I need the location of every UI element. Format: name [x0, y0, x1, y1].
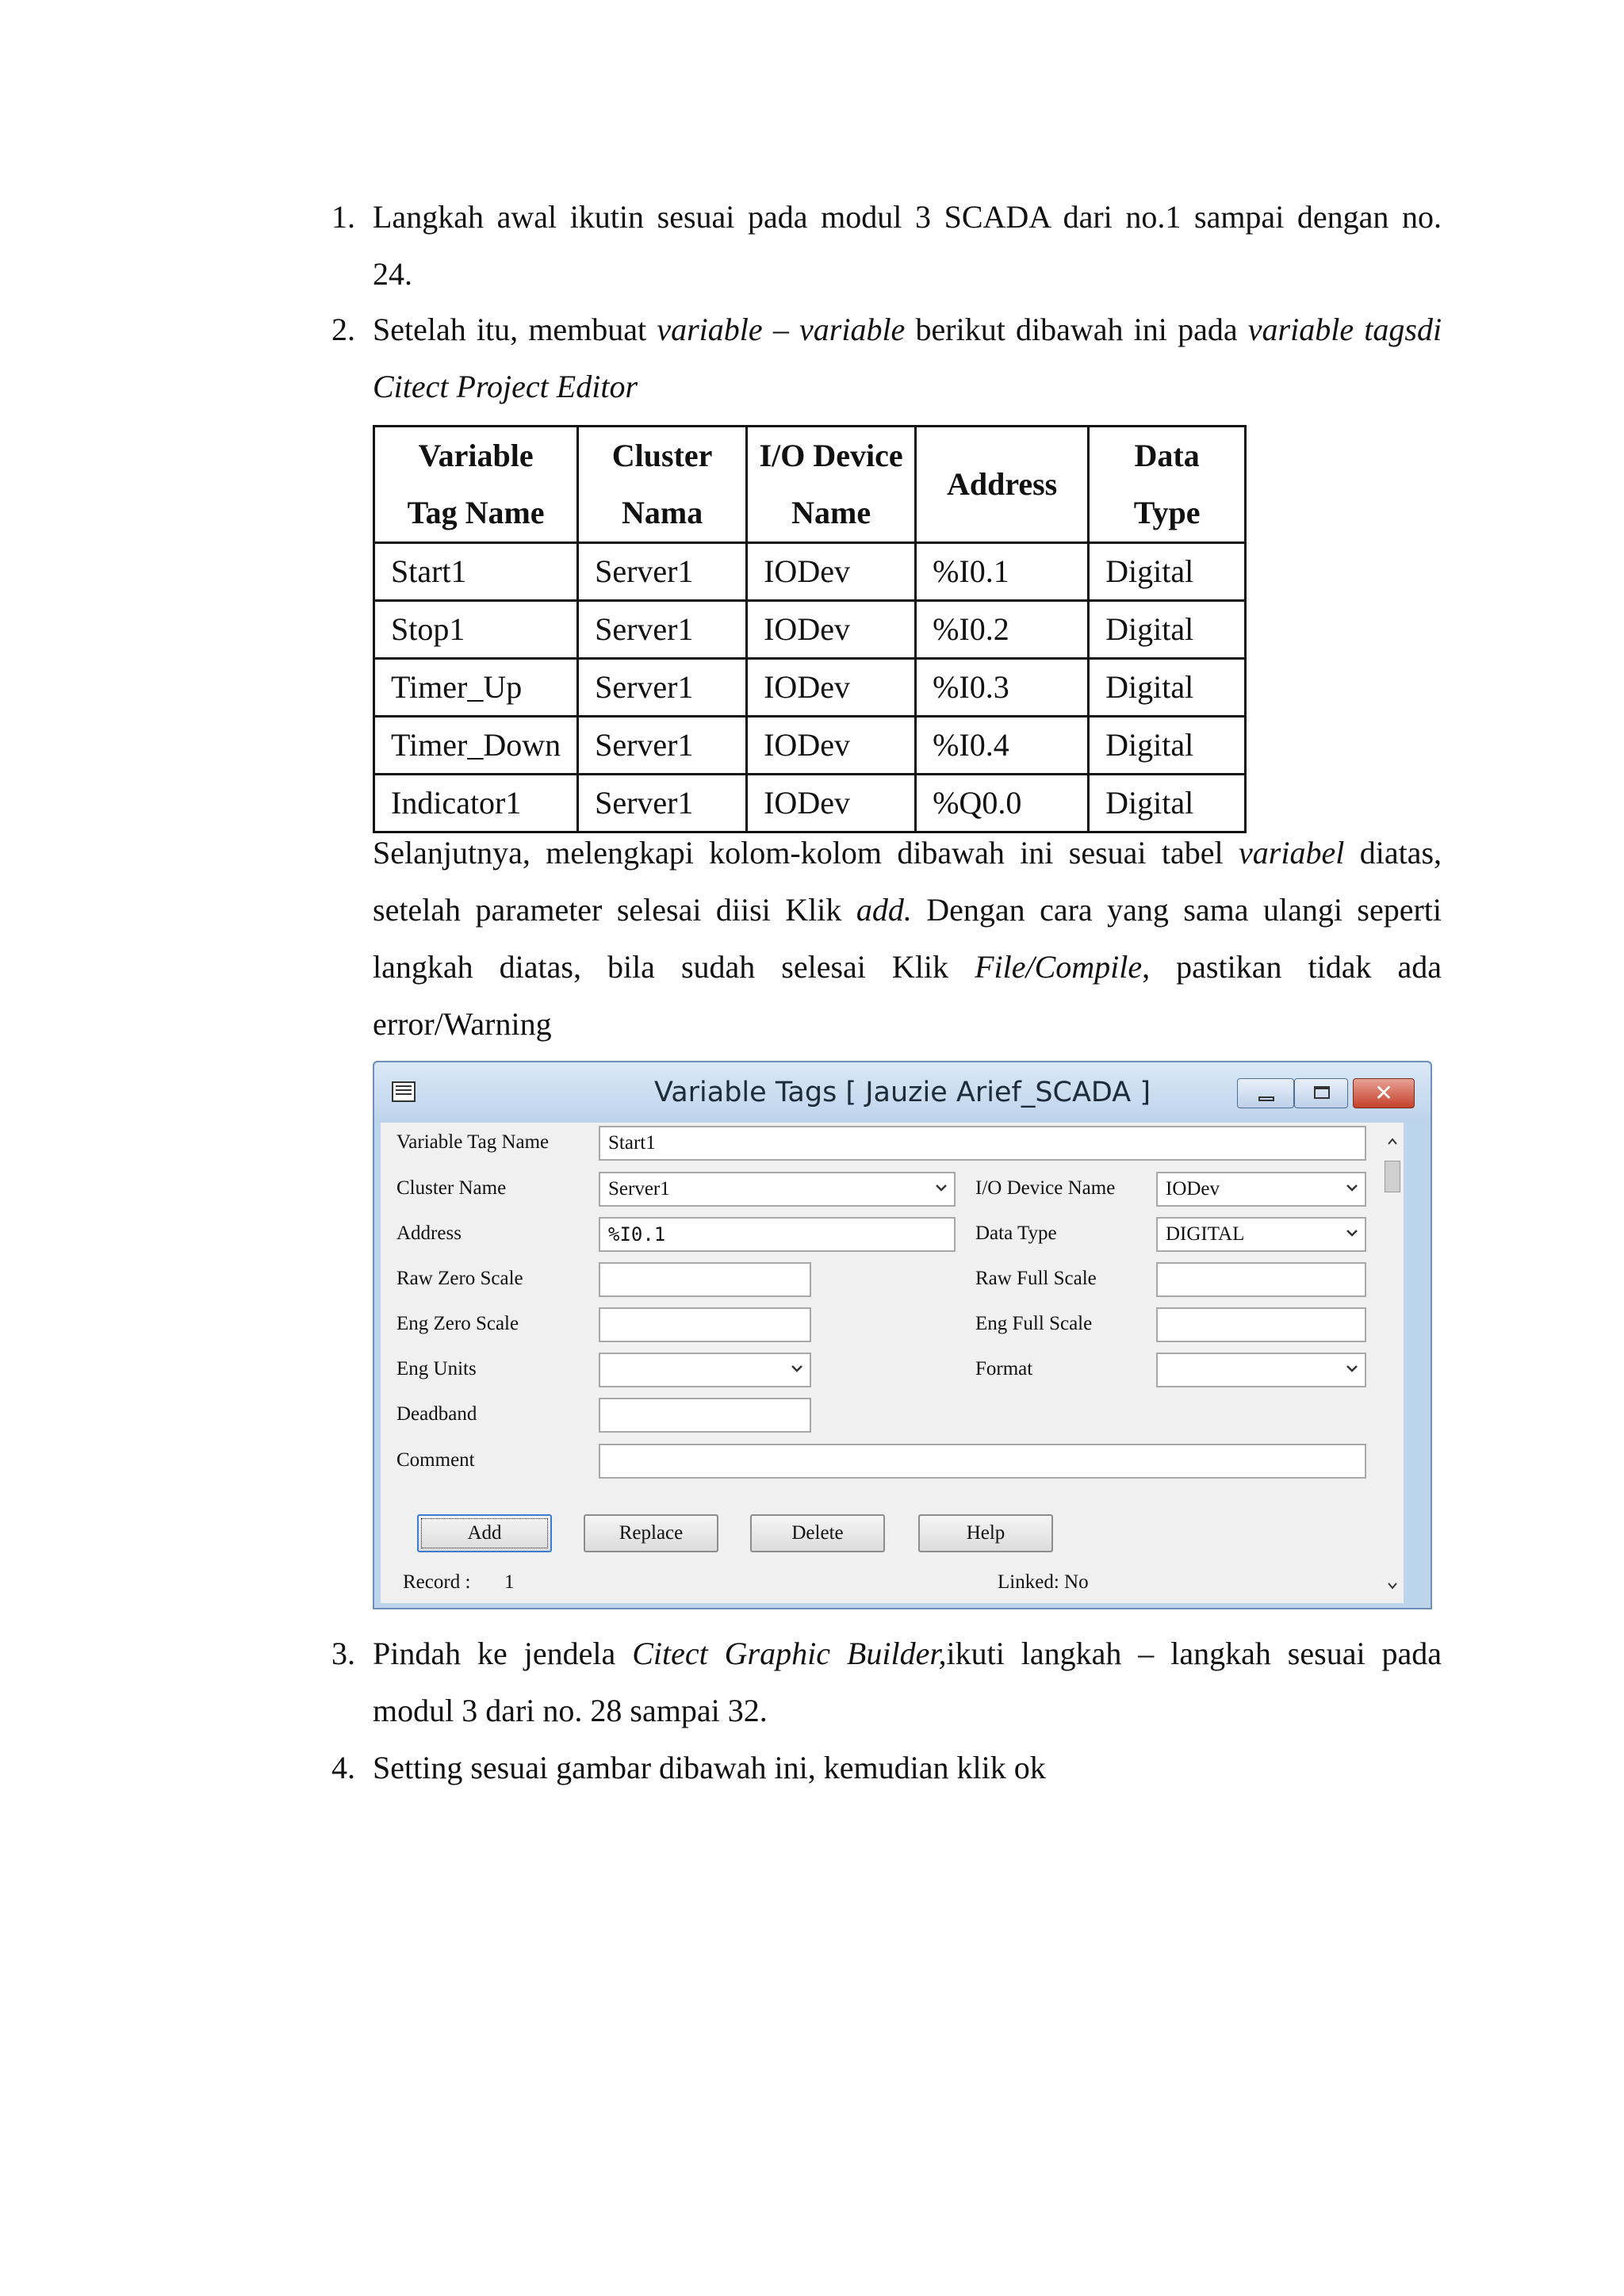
deadband-field[interactable] — [599, 1398, 811, 1433]
table-row — [374, 601, 1246, 659]
th-io-device-name: I/O Device Name — [747, 427, 916, 543]
table-cell: Server1 — [578, 601, 747, 659]
label-cluster-name: Cluster Name — [396, 1177, 507, 1199]
record-value: 1 — [504, 1571, 515, 1593]
cluster-name-value: Server1 — [608, 1178, 670, 1200]
io-device-value: IODev — [1166, 1178, 1220, 1200]
table-cell: Digital — [1089, 659, 1246, 717]
replace-button[interactable]: Replace — [584, 1514, 718, 1552]
label-comment: Comment — [396, 1449, 475, 1471]
th-data-type: Data Type — [1089, 427, 1246, 543]
table-cell: %I0.1 — [916, 543, 1089, 601]
label-deadband: Deadband — [396, 1403, 477, 1425]
window-titlebar — [374, 1062, 1431, 1123]
window-title: Variable Tags [ Jauzie Arief_SCADA ] — [653, 1077, 1151, 1108]
step-4-text — [373, 1739, 1442, 1797]
label-eng-units: Eng Units — [396, 1358, 477, 1380]
step-3-line-2: modul 3 dari no. 28 sampai 32. — [373, 1693, 768, 1728]
label-raw-full-scale: Raw Full Scale — [975, 1268, 1097, 1289]
help-button[interactable]: Help — [918, 1514, 1053, 1552]
step-1-line-1: Langkah awal ikutin sesuai pada modul 3 SCADA dari no.1 sampai dengan no. — [373, 199, 1442, 235]
table-cell: Server1 — [578, 543, 747, 601]
format-select[interactable] — [1156, 1353, 1366, 1387]
para-line-2: setelah parameter selesai diisi Klik add. Dengan cara yang sama ulangi seperti — [373, 892, 1442, 928]
record-label: Record : — [403, 1571, 471, 1593]
para-line-3: langkah diatas, bila sudah selesai Klik File/Compile, pastikan tidak ada — [373, 949, 1442, 985]
chevron-down-icon — [933, 1180, 949, 1196]
table-cell: Digital — [1089, 543, 1246, 601]
scroll-down-icon[interactable] — [1386, 1579, 1399, 1592]
th-variable-tag-name: Variable Tag Name — [374, 427, 578, 543]
scroll-up-icon[interactable] — [1386, 1135, 1399, 1148]
step-2-line-1: Setelah itu, membuat variable – variable berikut dibawah ini pada variable tagsdi — [373, 312, 1442, 347]
table-cell: Digital — [1089, 717, 1246, 775]
label-raw-zero-scale: Raw Zero Scale — [396, 1268, 523, 1289]
table-header-row — [374, 427, 1246, 543]
data-type-value: DIGITAL — [1166, 1223, 1245, 1245]
add-button[interactable]: Add — [417, 1514, 552, 1552]
variable-tag-name-field[interactable]: Start1 — [599, 1126, 1366, 1161]
step-2-text — [373, 301, 1442, 415]
table-row — [374, 659, 1246, 717]
table-cell: IODev — [747, 543, 916, 601]
step-1-text — [373, 189, 1442, 303]
table-cell: Server1 — [578, 659, 747, 717]
label-io-device-name: I/O Device Name — [975, 1177, 1116, 1199]
maximize-icon — [1314, 1086, 1330, 1099]
step-2-line-2: Citect Project Editor — [373, 369, 638, 404]
table-row — [374, 543, 1246, 601]
maximize-button[interactable] — [1294, 1078, 1348, 1108]
minimize-button[interactable] — [1237, 1078, 1294, 1108]
table-cell: Timer_Down — [374, 717, 578, 775]
label-address: Address — [396, 1223, 462, 1244]
instructions-paragraph — [373, 825, 1442, 1053]
chevron-down-icon — [1344, 1180, 1360, 1196]
chevron-down-icon — [789, 1360, 805, 1376]
label-data-type: Data Type — [975, 1223, 1057, 1244]
vertical-scrollbar[interactable] — [1381, 1131, 1404, 1598]
raw-full-scale-field[interactable] — [1156, 1262, 1366, 1297]
step-4-number: 4. — [331, 1750, 355, 1785]
eng-full-scale-field[interactable] — [1156, 1307, 1366, 1342]
table-cell: %I0.3 — [916, 659, 1089, 717]
table-cell: IODev — [747, 659, 916, 717]
eng-units-select[interactable] — [599, 1353, 811, 1387]
cluster-name-select[interactable] — [599, 1172, 956, 1207]
table-cell: Stop1 — [374, 601, 578, 659]
comment-field[interactable] — [599, 1444, 1366, 1479]
step-1-number: 1. — [331, 199, 355, 235]
table-cell: Server1 — [578, 775, 747, 832]
linked-status: Linked: No — [998, 1571, 1089, 1593]
data-type-select[interactable] — [1156, 1217, 1366, 1252]
label-eng-full-scale: Eng Full Scale — [975, 1313, 1093, 1334]
close-icon: ✕ — [1374, 1080, 1393, 1106]
scrollbar-thumb[interactable] — [1385, 1161, 1400, 1192]
table-cell: Server1 — [578, 717, 747, 775]
para-line-1: Selanjutnya, melengkapi kolom-kolom dibawah ini sesuai tabel variabel diatas, — [373, 835, 1442, 871]
step-4-line-1: Setting sesuai gambar dibawah ini, kemudian klik ok — [373, 1750, 1046, 1785]
chevron-down-icon — [1344, 1225, 1360, 1241]
step-3-text — [373, 1625, 1442, 1739]
table-cell: Start1 — [374, 543, 578, 601]
th-address: Address — [916, 427, 1089, 543]
step-2-number: 2. — [331, 312, 355, 347]
table-cell: Digital — [1089, 601, 1246, 659]
table-cell: Timer_Up — [374, 659, 578, 717]
variable-tags-table — [373, 425, 1247, 833]
chevron-down-icon — [1344, 1360, 1360, 1376]
table-cell: %I0.2 — [916, 601, 1089, 659]
delete-button[interactable]: Delete — [750, 1514, 885, 1552]
eng-zero-scale-field[interactable] — [599, 1307, 811, 1342]
step-1-line-2: 24. — [373, 256, 412, 292]
table-cell: IODev — [747, 775, 916, 832]
step-3-number: 3. — [331, 1636, 355, 1671]
para-line-4: error/Warning — [373, 1006, 552, 1042]
table-row — [374, 775, 1246, 832]
io-device-name-select[interactable] — [1156, 1172, 1366, 1207]
th-cluster-nama: Cluster Nama — [578, 427, 747, 543]
table-cell: %I0.4 — [916, 717, 1089, 775]
step-3-line-1: Pindah ke jendela Citect Graphic Builder,ikuti langkah – langkah sesuai pada — [373, 1636, 1442, 1671]
raw-zero-scale-field[interactable] — [599, 1262, 811, 1297]
label-variable-tag-name: Variable Tag Name — [396, 1131, 550, 1153]
table-cell: IODev — [747, 601, 916, 659]
table-cell: %Q0.0 — [916, 775, 1089, 832]
minimize-icon — [1258, 1096, 1274, 1101]
label-eng-zero-scale: Eng Zero Scale — [396, 1313, 519, 1334]
table-cell: Indicator1 — [374, 775, 578, 832]
close-button[interactable] — [1353, 1078, 1415, 1108]
table-cell: IODev — [747, 717, 916, 775]
address-field[interactable]: %I0.1 — [599, 1217, 956, 1252]
table-row — [374, 717, 1246, 775]
table-cell: Digital — [1089, 775, 1246, 832]
label-format: Format — [975, 1358, 1033, 1380]
